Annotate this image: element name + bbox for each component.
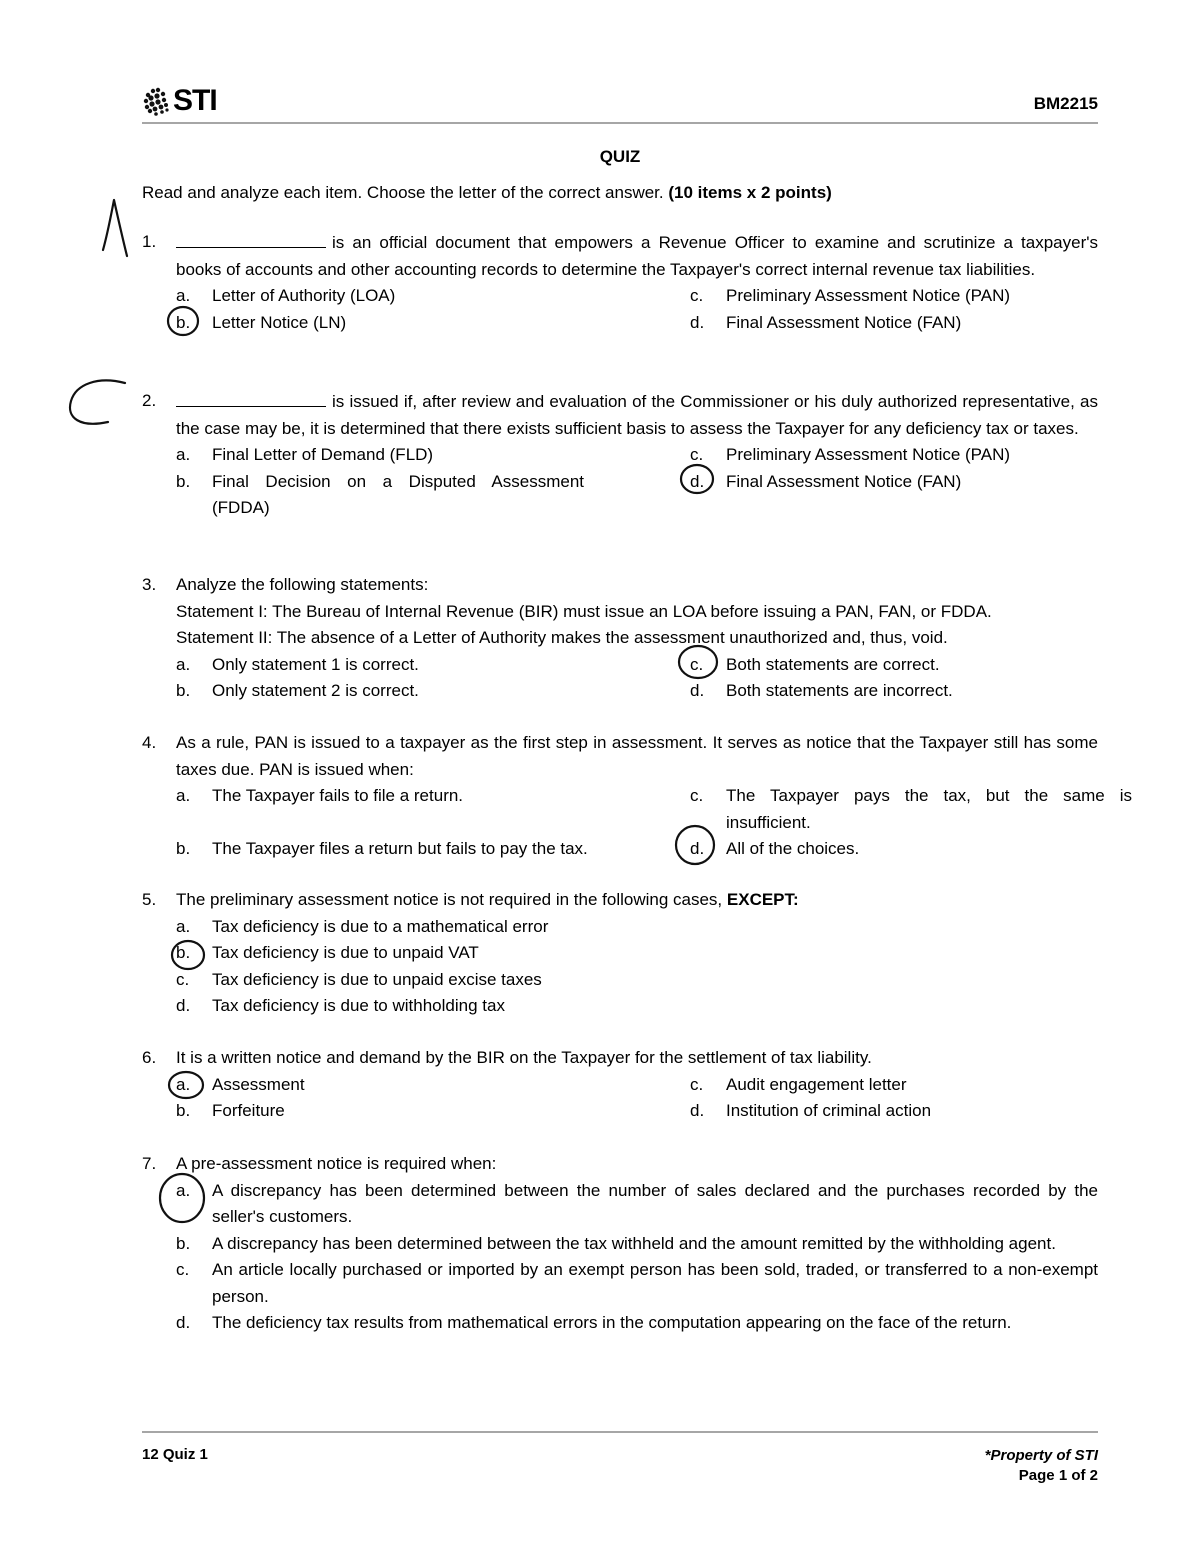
question-text: is an official document that empowers a Revenue Officer to examine and scrutinize a taxpayer's books of accounts and other accounting records to determine the Taxpayer's correct internal revenue tax liabilities. <box>176 233 1098 279</box>
option-text: Forfeiture <box>212 1101 285 1120</box>
question-text: The preliminary assessment notice is not required in the following cases, <box>176 890 723 909</box>
option-text: Final Assessment Notice (FAN) <box>726 312 962 332</box>
option-b[interactable] <box>176 940 1098 967</box>
option-d[interactable] <box>690 836 1132 863</box>
option-text: Only statement 1 is correct. <box>212 654 419 674</box>
option-b[interactable] <box>176 310 690 337</box>
option-letter: d. <box>690 312 705 332</box>
page-title: QUIZ <box>599 147 641 166</box>
option-letter: a. <box>176 654 191 674</box>
option-text: The Taxpayer pays the tax, but the same is insufficient. <box>726 786 1132 832</box>
footer-property: *Property of STI <box>984 1447 1098 1464</box>
option-c[interactable] <box>690 783 1132 836</box>
instructions-text: Read and analyze each item. Choose the letter of the correct answer. <box>142 183 664 202</box>
question-1 <box>142 229 1098 336</box>
option-text: The deficiency tax results from mathematical errors in the computation appearing on the face of the return. <box>212 1313 1012 1332</box>
question-emphasis: EXCEPT: <box>726 890 799 909</box>
question-stem <box>176 572 1098 652</box>
option-letter: b. <box>176 1101 191 1120</box>
option-letter: c. <box>690 286 704 305</box>
option-letter: d. <box>690 681 705 700</box>
question-5 <box>142 887 1098 1020</box>
option-letter: b. <box>176 943 191 962</box>
footer-module: 12 Quiz 1 <box>142 1446 208 1463</box>
option-text: Assessment <box>212 1074 305 1094</box>
option-text: All of the choices. <box>726 839 860 858</box>
option-letter: c. <box>690 1074 704 1094</box>
header-divider <box>142 122 1098 124</box>
option-a[interactable] <box>176 442 690 469</box>
option-letter: d. <box>690 1101 705 1120</box>
instructions-points: (10 items x 2 points) <box>668 183 832 202</box>
answer-options <box>176 652 1098 705</box>
question-stem <box>176 388 1098 442</box>
option-letter: c. <box>690 786 704 805</box>
option-letter: a. <box>176 1074 191 1094</box>
option-letter: b. <box>176 312 191 332</box>
option-letter: a. <box>176 1180 191 1200</box>
option-letter: c. <box>690 654 704 674</box>
option-text: Tax deficiency is due to unpaid VAT <box>212 943 479 962</box>
option-letter: a. <box>176 916 191 936</box>
instructions <box>142 183 832 203</box>
option-text: Letter of Authority (LOA) <box>212 286 396 305</box>
question-text: is issued if, after review and evaluation of the Commissioner or his duly authorized representative, as the case may be, it is determined that there exists sufficient basis to assess the Taxpayer for any deficiency tax or taxes. <box>176 392 1098 438</box>
option-text: Letter Notice (LN) <box>212 312 347 332</box>
sti-globe-icon <box>142 85 172 117</box>
option-text: Final Decision on a Disputed Assessment (FDDA) <box>212 471 584 517</box>
option-text: The Taxpayer fails to file a return. <box>212 786 464 805</box>
option-b[interactable] <box>176 469 690 522</box>
question-number: 4. <box>142 733 157 752</box>
option-b[interactable] <box>176 1231 1098 1258</box>
option-letter: a. <box>176 445 191 464</box>
option-text: Audit engagement letter <box>726 1074 907 1094</box>
footer-divider <box>142 1431 1098 1433</box>
option-letter: c. <box>176 969 190 989</box>
option-text: Tax deficiency is due to unpaid excise taxes <box>212 969 542 989</box>
option-c[interactable] <box>690 1072 1132 1099</box>
option-a[interactable] <box>176 783 690 836</box>
option-c[interactable] <box>176 967 1098 994</box>
option-d[interactable] <box>690 310 1132 337</box>
question-3 <box>142 572 1098 705</box>
option-text: The Taxpayer files a return but fails to pay the tax. <box>212 839 588 858</box>
option-text: Final Assessment Notice (FAN) <box>726 471 962 491</box>
question-number: 2. <box>142 391 157 410</box>
option-d[interactable] <box>176 1310 1098 1337</box>
answer-options <box>176 283 1098 336</box>
option-text: Preliminary Assessment Notice (PAN) <box>726 286 1011 305</box>
question-number: 6. <box>142 1048 157 1067</box>
footer-right <box>985 1446 1098 1486</box>
question-number: 5. <box>142 890 157 909</box>
option-text: Both statements are correct. <box>726 654 940 674</box>
question-stem: A pre-assessment notice is required when: <box>176 1154 497 1173</box>
option-c[interactable] <box>690 442 1132 469</box>
option-text: Final Letter of Demand (FLD) <box>212 445 434 464</box>
answer-options <box>176 914 1098 1020</box>
option-b[interactable] <box>176 1098 690 1125</box>
option-text: Preliminary Assessment Notice (PAN) <box>726 445 1011 464</box>
question-6 <box>142 1045 1098 1125</box>
answer-blank <box>176 388 326 407</box>
option-text: Only statement 2 is correct. <box>212 681 419 700</box>
logo-wordmark: STI <box>173 84 217 117</box>
option-letter: d. <box>176 1313 191 1332</box>
option-a[interactable] <box>176 1178 1098 1231</box>
option-b[interactable] <box>176 678 690 705</box>
option-text: Tax deficiency is due to a mathematical error <box>212 916 549 936</box>
sti-logo <box>142 84 222 118</box>
option-a[interactable] <box>176 914 1098 941</box>
option-letter: d. <box>176 996 191 1015</box>
option-letter: b. <box>176 681 191 700</box>
option-b[interactable] <box>176 836 690 863</box>
question-7 <box>142 1151 1098 1337</box>
question-number: 1. <box>142 232 157 251</box>
option-d[interactable] <box>690 678 1132 705</box>
option-letter: a. <box>176 786 191 805</box>
option-letter: b. <box>176 1233 191 1253</box>
option-text: A discrepancy has been determined between the tax withheld and the amount remitted by the withholding agent. <box>212 1233 1056 1253</box>
option-letter: a. <box>176 286 191 305</box>
option-a[interactable] <box>176 652 690 679</box>
option-c[interactable] <box>690 652 1132 679</box>
question-stem: It is a written notice and demand by the BIR on the Taxpayer for the settlement of tax liability. <box>176 1048 872 1067</box>
question-stem <box>176 887 1098 914</box>
question-text: Analyze the following statements: <box>176 575 429 594</box>
handwritten-letter-c <box>70 380 125 423</box>
statement-1: Statement I: The Bureau of Internal Revenue (BIR) must issue an LOA before issuing a PAN, FAN, or FDDA. <box>176 601 992 621</box>
option-text: Both statements are incorrect. <box>726 681 953 700</box>
answer-options <box>176 1072 1098 1125</box>
option-text: An article locally purchased or imported by an exempt person has been sold, traded, or transferred to a non-exempt person. <box>212 1260 1098 1306</box>
handwritten-letter-a <box>103 200 127 256</box>
option-letter: d. <box>690 839 705 858</box>
question-4 <box>142 730 1132 863</box>
answer-options <box>176 783 1132 863</box>
option-text: Tax deficiency is due to withholding tax <box>212 996 505 1015</box>
option-letter: d. <box>690 471 705 491</box>
answer-options <box>176 442 1098 522</box>
question-stem: As a rule, PAN is issued to a taxpayer as the first step in assessment. It serves as notice that the Taxpayer still has some taxes due. PAN is issued when: <box>176 733 1098 779</box>
answer-options <box>176 1178 1098 1337</box>
statement-2: Statement II: The absence of a Letter of Authority makes the assessment unauthorized and, thus, void. <box>176 628 948 647</box>
question-number: 3. <box>142 575 157 594</box>
option-letter: c. <box>176 1260 190 1279</box>
option-letter: b. <box>176 839 191 858</box>
option-c[interactable] <box>176 1257 1098 1310</box>
course-code: BM2215 <box>1033 94 1098 113</box>
option-d[interactable] <box>690 469 1132 522</box>
option-a[interactable] <box>176 1072 690 1099</box>
question-number: 7. <box>142 1154 157 1173</box>
option-text: A discrepancy has been determined between the number of sales declared and the purchases recorded by the seller's customers. <box>212 1180 1098 1226</box>
question-stem <box>176 229 1098 283</box>
option-text: Institution of criminal action <box>726 1101 932 1120</box>
page-number: Page 1 of 2 <box>1018 1467 1098 1484</box>
answer-blank <box>176 229 326 248</box>
option-d[interactable] <box>690 1098 1132 1125</box>
option-letter: c. <box>690 445 704 464</box>
option-d[interactable] <box>176 993 1098 1020</box>
question-2 <box>142 388 1098 522</box>
option-c[interactable] <box>690 283 1132 310</box>
option-a[interactable] <box>176 283 690 310</box>
option-letter: b. <box>176 471 191 491</box>
